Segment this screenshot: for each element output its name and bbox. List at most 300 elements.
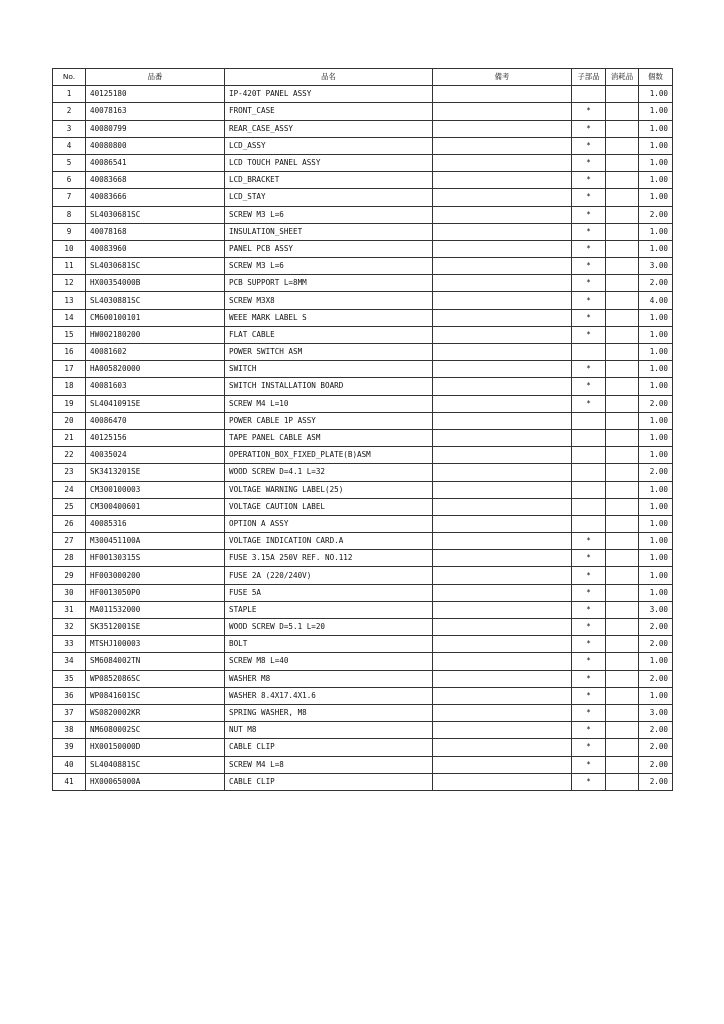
table-row [53,395,673,412]
cell-child-part: * [572,722,606,739]
cell-child-part: * [572,567,606,584]
cell-child-part: * [572,739,606,756]
cell-part-name: NUT M8 [225,722,433,739]
cell-child-part: * [572,326,606,343]
cell-no: 10 [53,240,86,257]
cell-part-number: HA005820000 [86,361,225,378]
table-row [53,739,673,756]
cell-part-name: OPTION A ASSY [225,515,433,532]
cell-quantity: 1.00 [639,498,673,515]
cell-child-part: * [572,120,606,137]
cell-remarks [433,395,572,412]
cell-consumable [606,636,639,653]
cell-quantity: 1.00 [639,567,673,584]
cell-child-part: * [572,550,606,567]
cell-quantity: 2.00 [639,619,673,636]
table-row [53,378,673,395]
cell-consumable [606,533,639,550]
cell-child-part: * [572,395,606,412]
cell-quantity: 3.00 [639,704,673,721]
cell-remarks [433,464,572,481]
cell-part-number: SL4030681SC [86,258,225,275]
cell-part-number: 40086541 [86,154,225,171]
table-row [53,756,673,773]
cell-child-part: * [572,773,606,790]
cell-remarks [433,533,572,550]
cell-quantity: 1.00 [639,533,673,550]
cell-quantity: 1.00 [639,223,673,240]
cell-no: 15 [53,326,86,343]
table-row [53,240,673,257]
cell-remarks [433,773,572,790]
cell-child-part: * [572,223,606,240]
cell-part-number: HX00150000D [86,739,225,756]
cell-part-number: 40035024 [86,447,225,464]
cell-part-name: LCD_STAY [225,189,433,206]
cell-consumable [606,481,639,498]
table-row [53,447,673,464]
header-consumable: 消耗品 [606,69,639,86]
cell-part-name: FUSE 3.15A 250V REF. NO.112 [225,550,433,567]
cell-part-number: 40081603 [86,378,225,395]
cell-quantity: 1.00 [639,412,673,429]
cell-remarks [433,653,572,670]
cell-quantity: 1.00 [639,429,673,446]
cell-no: 16 [53,344,86,361]
cell-remarks [433,86,572,103]
cell-no: 22 [53,447,86,464]
cell-part-name: SCREW M4 L=8 [225,756,433,773]
cell-part-number: SK3413201SE [86,464,225,481]
cell-remarks [433,429,572,446]
cell-part-name: LCD_ASSY [225,137,433,154]
cell-consumable [606,584,639,601]
cell-quantity: 1.00 [639,172,673,189]
cell-child-part [572,515,606,532]
cell-no: 5 [53,154,86,171]
table-row [53,103,673,120]
cell-part-number: 40083666 [86,189,225,206]
cell-part-number: WP0841601SC [86,687,225,704]
cell-part-number: 40081602 [86,344,225,361]
cell-no: 20 [53,412,86,429]
cell-quantity: 1.00 [639,515,673,532]
cell-no: 35 [53,670,86,687]
cell-child-part: * [572,258,606,275]
cell-no: 1 [53,86,86,103]
cell-remarks [433,137,572,154]
cell-part-name: WASHER 8.4X17.4X1.6 [225,687,433,704]
table-row [53,704,673,721]
cell-part-name: REAR_CASE_ASSY [225,120,433,137]
cell-no: 4 [53,137,86,154]
header-remarks: 備考 [433,69,572,86]
cell-part-name: IP-420T PANEL ASSY [225,86,433,103]
cell-remarks [433,240,572,257]
cell-remarks [433,120,572,137]
cell-quantity: 1.00 [639,344,673,361]
cell-remarks [433,704,572,721]
cell-consumable [606,86,639,103]
cell-part-name: WEEE MARK LABEL S [225,309,433,326]
cell-child-part: * [572,189,606,206]
cell-remarks [433,670,572,687]
cell-part-number: 40080799 [86,120,225,137]
cell-child-part: * [572,103,606,120]
cell-consumable [606,120,639,137]
cell-remarks [433,567,572,584]
cell-quantity: 1.00 [639,687,673,704]
table-row [53,653,673,670]
table-row [53,429,673,446]
cell-no: 23 [53,464,86,481]
cell-remarks [433,756,572,773]
cell-quantity: 1.00 [639,86,673,103]
cell-part-number: HX00065000A [86,773,225,790]
cell-no: 40 [53,756,86,773]
cell-consumable [606,412,639,429]
cell-part-number: 40085316 [86,515,225,532]
table-row [53,533,673,550]
cell-part-number: M300451100A [86,533,225,550]
cell-part-name: VOLTAGE INDICATION CARD.A [225,533,433,550]
cell-part-name: PANEL PCB ASSY [225,240,433,257]
cell-quantity: 1.00 [639,240,673,257]
cell-consumable [606,154,639,171]
cell-remarks [433,584,572,601]
cell-part-name: PCB SUPPORT L=8MM [225,275,433,292]
cell-quantity: 2.00 [639,756,673,773]
cell-remarks [433,189,572,206]
cell-consumable [606,326,639,343]
cell-consumable [606,653,639,670]
cell-child-part: * [572,636,606,653]
table-row [53,550,673,567]
cell-no: 3 [53,120,86,137]
cell-quantity: 1.00 [639,584,673,601]
cell-part-name: TAPE PANEL CABLE ASM [225,429,433,446]
cell-quantity: 1.00 [639,189,673,206]
cell-no: 9 [53,223,86,240]
cell-consumable [606,756,639,773]
header-part-name: 品名 [225,69,433,86]
cell-no: 32 [53,619,86,636]
table-row [53,515,673,532]
cell-quantity: 3.00 [639,258,673,275]
cell-quantity: 2.00 [639,670,673,687]
cell-remarks [433,258,572,275]
table-row [53,154,673,171]
cell-remarks [433,739,572,756]
cell-no: 17 [53,361,86,378]
cell-no: 2 [53,103,86,120]
cell-child-part: * [572,240,606,257]
cell-part-name: BOLT [225,636,433,653]
cell-consumable [606,687,639,704]
cell-quantity: 1.00 [639,481,673,498]
table-row [53,120,673,137]
cell-part-number: 40083668 [86,172,225,189]
cell-consumable [606,240,639,257]
table-row [53,361,673,378]
cell-part-name: SCREW M3 L=6 [225,258,433,275]
table-row [53,619,673,636]
cell-child-part [572,498,606,515]
cell-no: 6 [53,172,86,189]
cell-child-part: * [572,172,606,189]
cell-part-number: NM6080002SC [86,722,225,739]
cell-part-number: CM300100003 [86,481,225,498]
cell-quantity: 1.00 [639,361,673,378]
cell-remarks [433,447,572,464]
cell-consumable [606,309,639,326]
cell-part-name: FLAT CABLE [225,326,433,343]
cell-child-part: * [572,206,606,223]
cell-child-part: * [572,653,606,670]
cell-part-name: FUSE 5A [225,584,433,601]
cell-no: 18 [53,378,86,395]
cell-remarks [433,498,572,515]
cell-part-name: POWER CABLE 1P ASSY [225,412,433,429]
cell-part-number: HW002180200 [86,326,225,343]
cell-no: 37 [53,704,86,721]
cell-remarks [433,309,572,326]
table-row [53,172,673,189]
cell-consumable [606,704,639,721]
cell-quantity: 2.00 [639,773,673,790]
cell-consumable [606,206,639,223]
cell-part-number: SL4040881SC [86,756,225,773]
cell-remarks [433,275,572,292]
cell-part-number: SL4030681SC [86,206,225,223]
cell-no: 30 [53,584,86,601]
cell-quantity: 2.00 [639,206,673,223]
cell-part-name: WOOD SCREW D=4.1 L=32 [225,464,433,481]
cell-part-number: HF003000200 [86,567,225,584]
table-row [53,722,673,739]
header-no: No. [53,69,86,86]
cell-consumable [606,619,639,636]
cell-consumable [606,103,639,120]
cell-quantity: 2.00 [639,636,673,653]
table-row [53,223,673,240]
cell-no: 8 [53,206,86,223]
cell-remarks [433,722,572,739]
cell-remarks [433,154,572,171]
cell-quantity: 3.00 [639,601,673,618]
table-row [53,344,673,361]
cell-child-part [572,464,606,481]
cell-consumable [606,429,639,446]
cell-child-part: * [572,704,606,721]
cell-consumable [606,722,639,739]
cell-part-number: 40078168 [86,223,225,240]
cell-no: 31 [53,601,86,618]
table-row [53,567,673,584]
cell-no: 13 [53,292,86,309]
cell-no: 34 [53,653,86,670]
cell-consumable [606,550,639,567]
cell-quantity: 1.00 [639,653,673,670]
cell-remarks [433,636,572,653]
header-child-part: 子部品 [572,69,606,86]
table-row [53,258,673,275]
table-body [53,86,673,791]
cell-quantity: 4.00 [639,292,673,309]
cell-remarks [433,550,572,567]
cell-part-name: LCD_BRACKET [225,172,433,189]
cell-child-part: * [572,601,606,618]
cell-consumable [606,498,639,515]
cell-child-part: * [572,670,606,687]
cell-consumable [606,189,639,206]
cell-child-part [572,447,606,464]
cell-consumable [606,601,639,618]
cell-part-number: 40125180 [86,86,225,103]
table-row [53,584,673,601]
cell-consumable [606,447,639,464]
cell-child-part: * [572,309,606,326]
cell-consumable [606,292,639,309]
cell-part-name: INSULATION_SHEET [225,223,433,240]
cell-remarks [433,601,572,618]
header-part-number: 品番 [86,69,225,86]
cell-quantity: 2.00 [639,395,673,412]
cell-part-number: CM600100101 [86,309,225,326]
cell-part-number: 40078163 [86,103,225,120]
cell-part-name: CABLE CLIP [225,739,433,756]
cell-remarks [433,481,572,498]
cell-child-part: * [572,687,606,704]
cell-part-number: 40080800 [86,137,225,154]
cell-part-number: 40125156 [86,429,225,446]
cell-consumable [606,670,639,687]
table-row [53,498,673,515]
cell-part-name: SCREW M8 L=40 [225,653,433,670]
cell-remarks [433,515,572,532]
cell-part-number: SL4041091SE [86,395,225,412]
cell-consumable [606,395,639,412]
cell-no: 36 [53,687,86,704]
cell-quantity: 2.00 [639,275,673,292]
cell-no: 11 [53,258,86,275]
cell-no: 14 [53,309,86,326]
cell-part-number: CM300400601 [86,498,225,515]
table-row [53,773,673,790]
cell-no: 24 [53,481,86,498]
cell-quantity: 1.00 [639,550,673,567]
table-row [53,464,673,481]
cell-child-part: * [572,756,606,773]
table-row [53,137,673,154]
cell-part-number: HF00130315S [86,550,225,567]
table-row [53,326,673,343]
cell-consumable [606,344,639,361]
cell-part-number: SK3512001SE [86,619,225,636]
cell-child-part [572,429,606,446]
table-row [53,481,673,498]
table-row [53,670,673,687]
cell-quantity: 1.00 [639,137,673,154]
cell-part-name: SWITCH INSTALLATION BOARD [225,378,433,395]
cell-consumable [606,464,639,481]
cell-quantity: 2.00 [639,722,673,739]
cell-part-name: SWITCH [225,361,433,378]
cell-child-part: * [572,584,606,601]
cell-no: 12 [53,275,86,292]
cell-quantity: 1.00 [639,326,673,343]
cell-remarks [433,223,572,240]
cell-part-number: HX00354000B [86,275,225,292]
cell-child-part [572,412,606,429]
cell-part-name: FRONT_CASE [225,103,433,120]
cell-remarks [433,103,572,120]
cell-remarks [433,292,572,309]
cell-part-name: CABLE CLIP [225,773,433,790]
cell-no: 25 [53,498,86,515]
cell-consumable [606,567,639,584]
cell-quantity: 1.00 [639,378,673,395]
cell-no: 33 [53,636,86,653]
cell-part-number: MA011532000 [86,601,225,618]
cell-no: 39 [53,739,86,756]
cell-consumable [606,773,639,790]
parts-list-table [52,68,673,791]
table-row [53,292,673,309]
cell-consumable [606,223,639,240]
cell-child-part: * [572,137,606,154]
cell-part-name: VOLTAGE WARNING LABEL(25) [225,481,433,498]
table-row [53,601,673,618]
table-row [53,687,673,704]
cell-child-part: * [572,361,606,378]
cell-part-name: WOOD SCREW D=5.1 L=20 [225,619,433,636]
cell-no: 19 [53,395,86,412]
cell-child-part: * [572,292,606,309]
cell-part-number: 40086470 [86,412,225,429]
cell-remarks [433,378,572,395]
cell-part-number: HF0013050P0 [86,584,225,601]
cell-child-part: * [572,533,606,550]
cell-part-name: WASHER M8 [225,670,433,687]
cell-quantity: 1.00 [639,103,673,120]
table-header-row [53,69,673,86]
cell-part-name: LCD TOUCH PANEL ASSY [225,154,433,171]
table-row [53,636,673,653]
cell-part-number: 40083960 [86,240,225,257]
table-row [53,206,673,223]
cell-consumable [606,137,639,154]
cell-no: 29 [53,567,86,584]
cell-child-part [572,86,606,103]
cell-no: 27 [53,533,86,550]
cell-child-part [572,344,606,361]
table-row [53,275,673,292]
cell-part-name: POWER SWITCH ASM [225,344,433,361]
cell-part-name: SCREW M3X8 [225,292,433,309]
cell-consumable [606,258,639,275]
cell-quantity: 1.00 [639,120,673,137]
cell-remarks [433,172,572,189]
cell-child-part: * [572,378,606,395]
cell-consumable [606,378,639,395]
table-row [53,86,673,103]
cell-part-number: SM6084002TN [86,653,225,670]
cell-part-name: FUSE 2A (220/240V) [225,567,433,584]
cell-quantity: 1.00 [639,309,673,326]
cell-consumable [606,275,639,292]
cell-quantity: 2.00 [639,464,673,481]
